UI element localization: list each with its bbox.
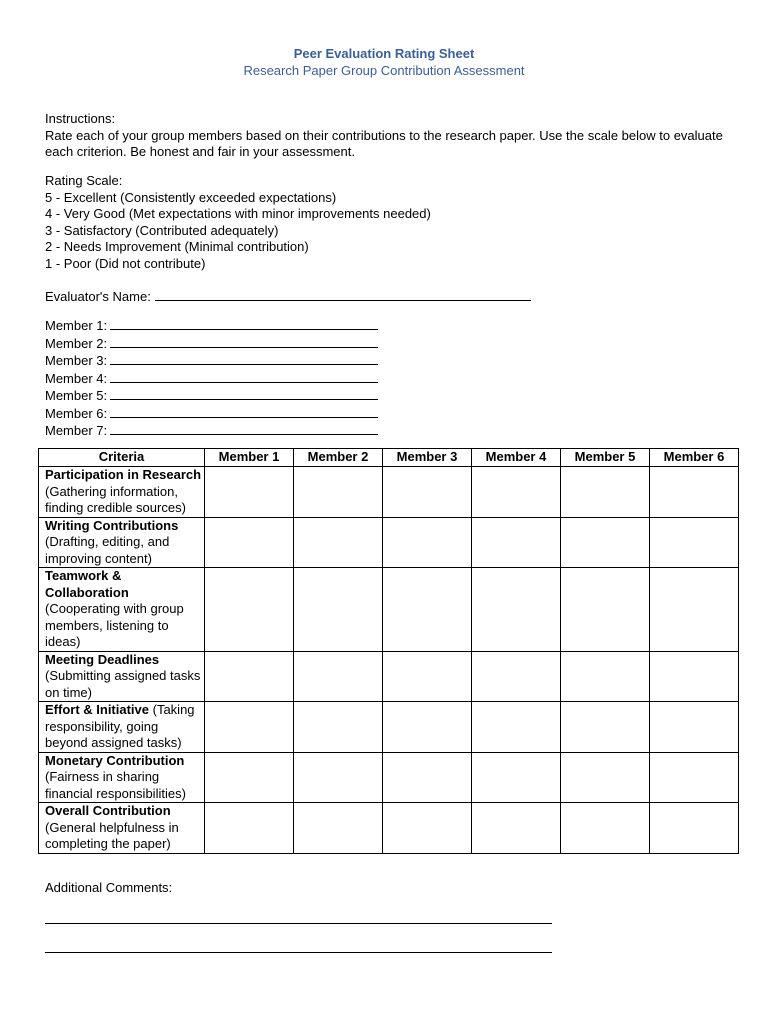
table-row <box>39 702 739 753</box>
rating-cell[interactable] <box>294 651 383 702</box>
criteria-name: Participation in Research <box>45 467 202 482</box>
rating-scale-section <box>45 173 431 272</box>
criteria-cell <box>39 702 205 753</box>
rating-cell[interactable] <box>650 651 739 702</box>
member-label: Member 5: <box>45 388 108 403</box>
evaluator-name-field[interactable] <box>155 288 531 301</box>
member-name-field[interactable] <box>110 317 378 330</box>
member-name-field[interactable] <box>110 387 378 400</box>
criteria-cell <box>39 467 205 518</box>
rating-cell[interactable] <box>561 568 650 652</box>
rating-cell[interactable] <box>561 651 650 702</box>
column-header-member: Member 5 <box>561 449 650 467</box>
rating-cell[interactable] <box>650 517 739 568</box>
rating-cell[interactable] <box>561 752 650 803</box>
member-label: Member 1: <box>45 318 108 333</box>
document-subtitle: Research Paper Group Contribution Assessment <box>243 63 525 78</box>
column-header-member: Member 3 <box>383 449 472 467</box>
rating-cell[interactable] <box>383 702 472 753</box>
table-row <box>39 752 739 803</box>
document-title: Peer Evaluation Rating Sheet <box>293 46 475 61</box>
rating-cell[interactable] <box>294 467 383 518</box>
member-label: Member 3: <box>45 353 108 368</box>
rating-cell[interactable] <box>383 752 472 803</box>
table-row <box>39 517 739 568</box>
criteria-name: Monetary Contribution <box>45 752 185 768</box>
rating-cell[interactable] <box>294 517 383 568</box>
rating-scale-item: 2 - Needs Improvement (Minimal contribution) <box>45 239 309 254</box>
instructions-section <box>45 111 735 161</box>
column-header-member: Member 6 <box>650 449 739 467</box>
additional-comments-label: Additional Comments: <box>45 880 173 895</box>
comment-line[interactable] <box>45 952 552 953</box>
column-header-member: Member 1 <box>205 449 294 467</box>
column-header-criteria: Criteria <box>39 449 205 467</box>
instructions-text: Rate each of your group members based on their contributions to the research paper. Use the scale below to evaluate each criterion. Be honest and fair in your assessment. <box>45 127 723 159</box>
criteria-name: Effort & Initiative <box>45 702 150 717</box>
criteria-description: (Submitting assigned tasks on time) <box>45 668 201 700</box>
rating-cell[interactable] <box>205 803 294 854</box>
rating-cell[interactable] <box>294 568 383 652</box>
rating-cell[interactable] <box>383 803 472 854</box>
member-label: Member 6: <box>45 405 108 421</box>
member-name-field[interactable] <box>110 405 378 418</box>
member-row <box>45 352 378 370</box>
member-row <box>45 405 378 423</box>
member-name-field[interactable] <box>110 370 378 383</box>
rating-cell[interactable] <box>205 702 294 753</box>
criteria-name: Meeting Deadlines <box>45 651 160 667</box>
member-name-field[interactable] <box>110 335 378 348</box>
member-row <box>45 387 378 405</box>
criteria-name: Writing Contributions <box>45 517 179 533</box>
rating-cell[interactable] <box>561 803 650 854</box>
rating-cell[interactable] <box>472 467 561 518</box>
rating-scale-item: 5 - Excellent (Consistently exceeded expectations) <box>45 189 337 205</box>
member-name-field[interactable] <box>110 352 378 365</box>
rating-cell[interactable] <box>294 803 383 854</box>
rating-cell[interactable] <box>650 467 739 518</box>
criteria-name: Overall Contribution <box>45 803 171 818</box>
rating-cell[interactable] <box>205 568 294 652</box>
criteria-description: (Gathering information, finding credible sources) <box>45 483 186 515</box>
rating-scale-label: Rating Scale: <box>45 173 123 188</box>
member-list <box>45 317 378 440</box>
table-header-row <box>39 449 739 467</box>
member-row <box>45 335 378 353</box>
criteria-description: (Drafting, editing, and improving content) <box>45 534 170 566</box>
table-row <box>39 651 739 702</box>
criteria-cell <box>39 752 205 803</box>
criteria-cell <box>39 803 205 854</box>
table-row <box>39 803 739 854</box>
criteria-name: Teamwork & Collaboration <box>45 568 129 600</box>
rating-cell[interactable] <box>294 702 383 753</box>
rating-cell[interactable] <box>383 651 472 702</box>
rating-cell[interactable] <box>205 651 294 702</box>
rating-scale-item: 3 - Satisfactory (Contributed adequately) <box>45 222 279 238</box>
evaluator-name-row <box>45 288 531 306</box>
rating-cell[interactable] <box>650 568 739 652</box>
rating-scale-item: 1 - Poor (Did not contribute) <box>45 255 206 271</box>
rating-cell[interactable] <box>472 568 561 652</box>
rating-cell[interactable] <box>205 467 294 518</box>
rating-cell[interactable] <box>561 702 650 753</box>
comment-line[interactable] <box>45 923 552 924</box>
criteria-description: (Fairness in sharing financial responsibilities) <box>45 769 186 801</box>
criteria-description: (Cooperating with group members, listening to ideas) <box>45 601 184 649</box>
rating-cell[interactable] <box>472 651 561 702</box>
rating-cell[interactable] <box>383 568 472 652</box>
criteria-description: (Taking responsibility, going beyond assigned tasks) <box>45 702 195 750</box>
criteria-cell <box>39 651 205 702</box>
member-label: Member 4: <box>45 370 108 386</box>
rating-cell[interactable] <box>650 803 739 854</box>
criteria-description: (General helpfulness in completing the paper) <box>45 819 179 851</box>
rating-cell[interactable] <box>205 752 294 803</box>
member-label: Member 2: <box>45 335 108 351</box>
rating-scale-item: 4 - Very Good (Met expectations with minor improvements needed) <box>45 206 431 221</box>
member-row <box>45 317 378 335</box>
table-row <box>39 568 739 652</box>
rating-cell[interactable] <box>472 752 561 803</box>
instructions-label: Instructions: <box>45 111 116 126</box>
rating-table <box>38 448 739 854</box>
evaluator-name-label: Evaluator's Name: <box>45 289 151 304</box>
member-label: Member 7: <box>45 423 108 438</box>
rating-cell[interactable] <box>383 517 472 568</box>
rating-cell[interactable] <box>561 467 650 518</box>
rating-cell[interactable] <box>650 752 739 803</box>
rating-cell[interactable] <box>383 467 472 518</box>
rating-cell[interactable] <box>561 517 650 568</box>
member-row <box>45 422 378 440</box>
member-name-field[interactable] <box>110 422 378 435</box>
criteria-cell <box>39 517 205 568</box>
rating-cell[interactable] <box>472 517 561 568</box>
rating-cell[interactable] <box>294 752 383 803</box>
column-header-member: Member 4 <box>472 449 561 467</box>
column-header-member: Member 2 <box>294 449 383 467</box>
rating-cell[interactable] <box>650 702 739 753</box>
table-row <box>39 467 739 518</box>
member-row <box>45 370 378 388</box>
rating-cell[interactable] <box>205 517 294 568</box>
criteria-cell <box>39 568 205 652</box>
rating-cell[interactable] <box>472 702 561 753</box>
rating-cell[interactable] <box>472 803 561 854</box>
